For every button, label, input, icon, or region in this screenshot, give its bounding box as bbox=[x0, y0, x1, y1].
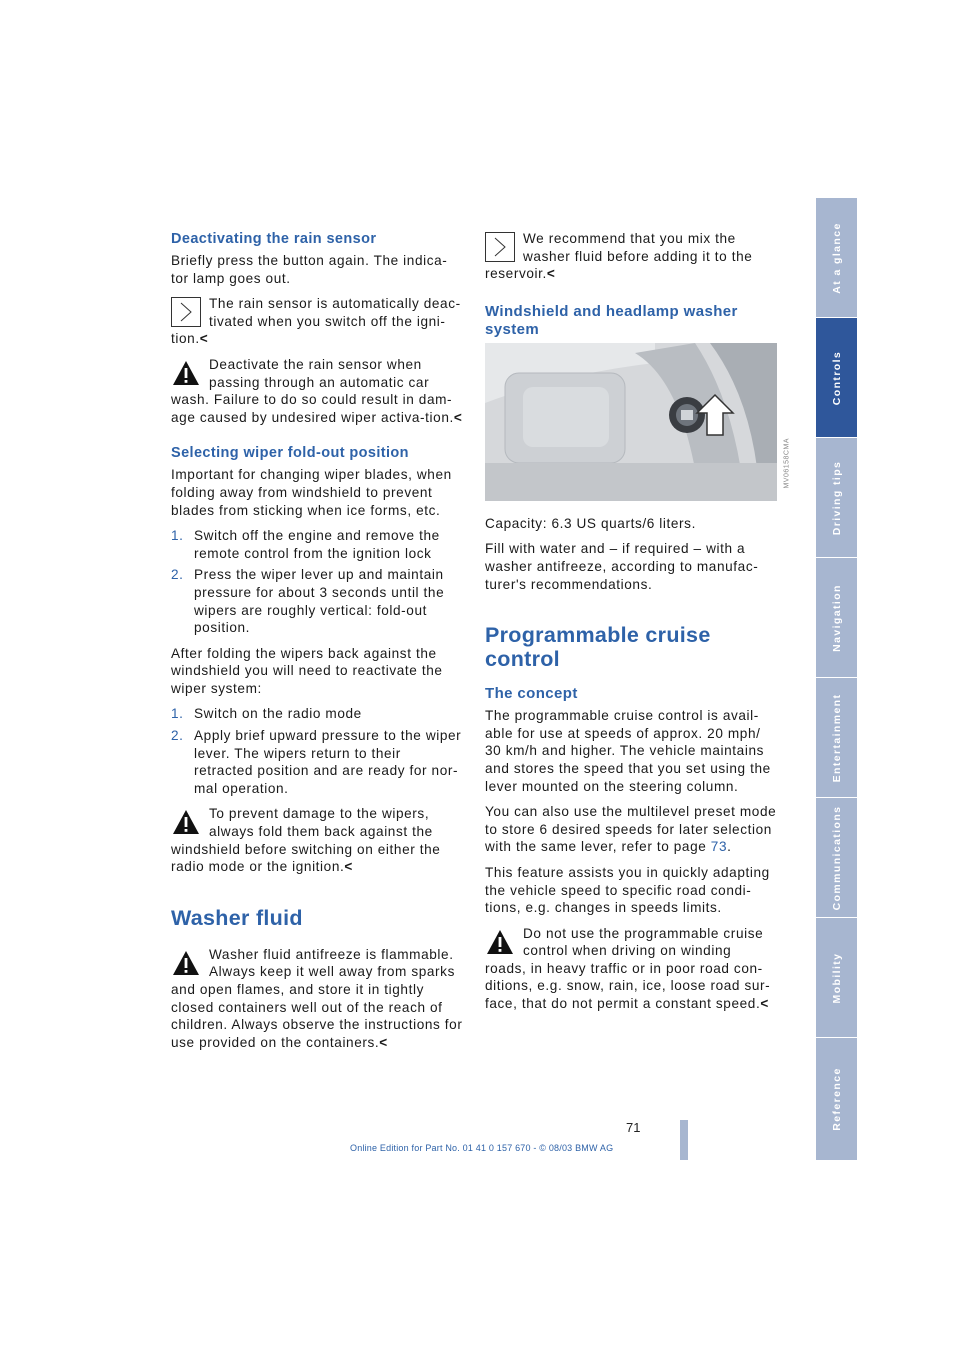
step-text: Switch on the radio mode bbox=[194, 706, 362, 722]
steps-reactivate bbox=[171, 705, 463, 797]
page-marker-bar bbox=[680, 1120, 688, 1160]
heading-the-concept: The concept bbox=[485, 685, 578, 703]
tab-reference[interactable] bbox=[816, 1038, 857, 1160]
end-mark: < bbox=[453, 409, 463, 425]
heading-deactivating-rain-sensor: Deactivating the rain sensor bbox=[171, 231, 377, 247]
tab-label: Mobility bbox=[830, 952, 843, 1003]
tab-entertainment[interactable] bbox=[816, 678, 857, 799]
tab-label: Navigation bbox=[830, 583, 843, 652]
tab-label: At a glance bbox=[830, 221, 843, 294]
tab-navigation[interactable] bbox=[816, 558, 857, 679]
washer-reservoir-photo bbox=[485, 343, 791, 501]
end-mark: < bbox=[760, 996, 769, 1012]
note-mix-washer-fluid bbox=[485, 230, 777, 283]
tab-mobility[interactable] bbox=[816, 918, 857, 1039]
tab-communications[interactable] bbox=[816, 798, 857, 919]
tab-label: Communications bbox=[830, 805, 843, 910]
warning-wiper-damage-text: To prevent damage to the wipers, always fold them back against the windshield before switching on either the radio mode or the ignition. bbox=[171, 806, 441, 875]
paragraph-assists: This feature assists you in quickly adapting the vehicle speed to specific road condi-tions, e.g. changes in speeds limits. bbox=[485, 864, 770, 916]
note-mix-text: We recommend that you mix the washer fluid before adding it to the reservoir. bbox=[485, 231, 753, 282]
chapter-tabs bbox=[816, 198, 857, 1160]
note-arrow-icon bbox=[171, 297, 201, 327]
paragraph-fold-out: Important for changing wiper blades, when folding away from windshield to prevent blades from sticking when ice forms, etc. bbox=[171, 467, 452, 518]
warning-car-wash bbox=[171, 356, 463, 426]
page-reference-link[interactable]: 73 bbox=[710, 839, 728, 855]
list-item bbox=[171, 566, 463, 636]
warning-flammable-text: Washer fluid antifreeze is flammable. Always keep it well away from sparks and open flames, and store it in tightly closed containers well out of the reach of children. Always observe the instructions for use provided on the containers. bbox=[171, 946, 463, 1050]
step-number: 2. bbox=[171, 728, 184, 744]
heading-washer-system: Windshield and headlamp washer system bbox=[485, 302, 738, 338]
note-rain-sensor bbox=[171, 295, 463, 348]
heading-programmable-cruise-control: Programmable cruise control bbox=[485, 623, 711, 672]
paragraph-concept: The programmable cruise control is avail-able for use at speeds of approx. 20 mph/ 30 km/h and higher. The vehicle maintains and stores the speed that you set using the lever mounted on the steering column. bbox=[485, 708, 771, 794]
left-column bbox=[171, 230, 463, 1059]
end-mark: < bbox=[379, 1034, 388, 1050]
page-number: 71 bbox=[626, 1120, 641, 1135]
warning-triangle-icon bbox=[171, 807, 201, 837]
heading-washer-fluid: Washer fluid bbox=[171, 905, 303, 930]
end-mark: < bbox=[344, 859, 353, 875]
paragraph-capacity: Capacity: 6.3 US quarts/6 liters. bbox=[485, 515, 696, 531]
paragraph-multilevel bbox=[485, 803, 777, 856]
tab-controls[interactable] bbox=[816, 318, 857, 439]
tab-label: Reference bbox=[830, 1067, 843, 1131]
right-column bbox=[485, 230, 791, 1021]
tab-label: Driving tips bbox=[830, 460, 843, 535]
tab-label: Controls bbox=[830, 350, 843, 405]
step-number: 1. bbox=[171, 706, 184, 722]
note-rain-sensor-text: The rain sensor is automatically deac-tivated when you switch off the igni-tion. bbox=[171, 296, 461, 347]
tab-label: Entertainment bbox=[830, 693, 843, 782]
warning-winding-roads bbox=[485, 925, 777, 1013]
step-number: 2. bbox=[171, 567, 184, 583]
warning-triangle-icon bbox=[485, 927, 515, 957]
paragraph-after-folding: After folding the wipers back against the windshield you will need to reactivate the wiper system: bbox=[171, 645, 443, 696]
tab-driving-tips[interactable] bbox=[816, 438, 857, 559]
step-text: Press the wiper lever up and maintain pressure for about 3 seconds until the wipers are roughly vertical: fold-out position. bbox=[194, 567, 445, 636]
warning-flammable bbox=[171, 946, 463, 1052]
paragraph-rain-sensor: Briefly press the button again. The indica-tor lamp goes out. bbox=[171, 253, 448, 286]
heading-wiper-fold-out: Selecting wiper fold-out position bbox=[171, 445, 409, 462]
image-code: MV06158CMA bbox=[784, 437, 791, 489]
end-mark: < bbox=[199, 331, 209, 347]
note-arrow-icon bbox=[485, 232, 515, 262]
step-text: Switch off the engine and remove the remote control from the ignition lock bbox=[194, 528, 440, 561]
footer-edition: Online Edition for Part No. 01 41 0 157 670 - © 08/03 BMW AG bbox=[350, 1143, 614, 1153]
warning-triangle-icon bbox=[171, 358, 201, 388]
step-number: 1. bbox=[171, 528, 184, 544]
list-item bbox=[171, 727, 463, 797]
steps-fold-out bbox=[171, 527, 463, 637]
engine-bay-illustration bbox=[485, 343, 777, 501]
warning-winding-text: Do not use the programmable cruise control when driving on winding roads, in heavy traffic or in poor road con-ditions, e.g. snow, rain, ice, loose road sur-face, that do not permit a constant speed. bbox=[485, 925, 771, 1012]
multilevel-period: . bbox=[727, 839, 732, 855]
multilevel-text: You can also use the multilevel preset mode to store 6 desired speeds for later selection with the same lever, refer to page bbox=[485, 804, 777, 855]
step-text: Apply brief upward pressure to the wiper lever. The wipers return to their retracted position and are ready for nor-mal operation. bbox=[194, 728, 462, 796]
warning-car-wash-text: Deactivate the rain sensor when passing through an automatic car wash. Failure to do so could result in dam-age caused by undesired wiper activa-tion. bbox=[171, 356, 454, 425]
end-mark: < bbox=[546, 266, 556, 282]
warning-wiper-damage bbox=[171, 805, 463, 875]
warning-triangle-icon bbox=[171, 948, 201, 978]
list-item bbox=[171, 527, 463, 562]
list-item bbox=[171, 705, 463, 723]
paragraph-fill: Fill with water and – if required – with a washer antifreeze, according to manufac-turer's recommendations. bbox=[485, 541, 759, 592]
tab-at-a-glance[interactable] bbox=[816, 198, 857, 319]
